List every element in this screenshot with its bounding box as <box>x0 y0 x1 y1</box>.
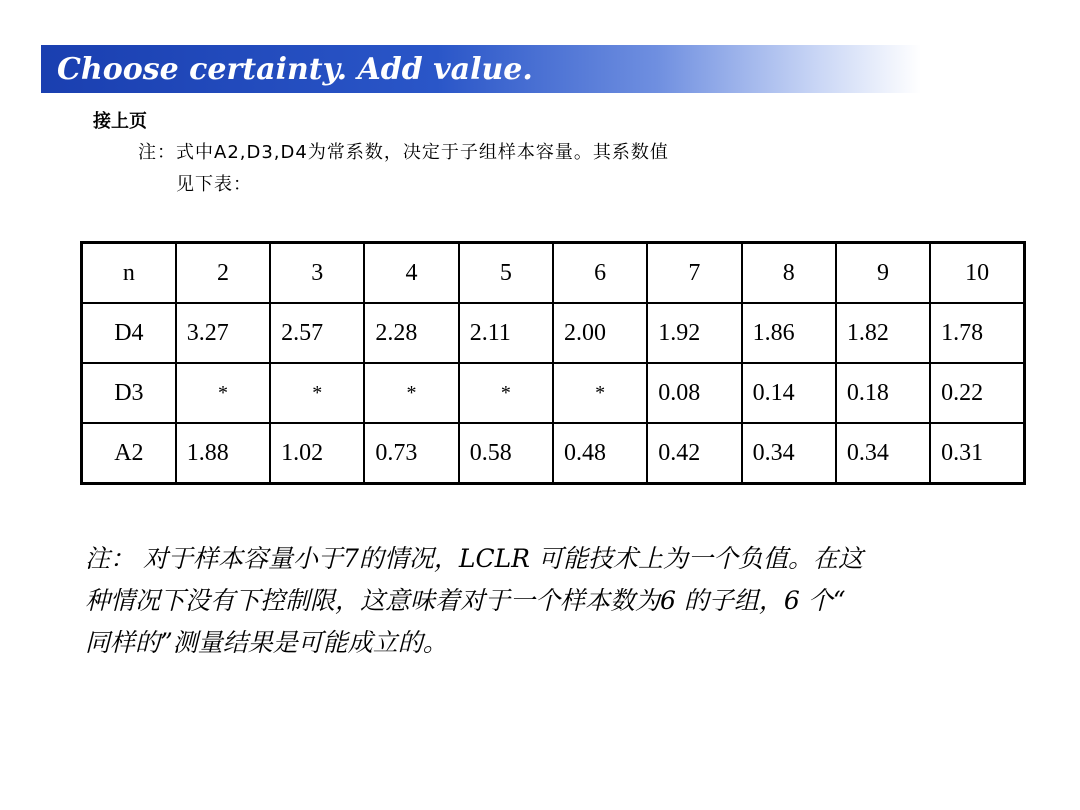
header-cell: 8 <box>742 243 836 304</box>
header-cell: 10 <box>930 243 1024 304</box>
table-cell: 2.28 <box>364 303 458 363</box>
table-cell: 0.08 <box>647 363 741 423</box>
table-cell: 1.82 <box>836 303 930 363</box>
table-cell: 1.78 <box>930 303 1024 363</box>
table-cell: * <box>270 363 364 423</box>
note-top-line2: 见下表： <box>176 174 252 195</box>
slide-title: Choose certainty. Add value. <box>57 52 533 87</box>
table-cell: 0.73 <box>364 423 458 484</box>
note-top <box>138 137 818 201</box>
header-cell: 4 <box>364 243 458 304</box>
table-cell: 1.92 <box>647 303 741 363</box>
row-label: A2 <box>82 423 176 484</box>
table-cell: * <box>459 363 553 423</box>
table-cell: 0.22 <box>930 363 1024 423</box>
table-cell: 0.14 <box>742 363 836 423</box>
table-cell: 2.11 <box>459 303 553 363</box>
table-cell: 3.27 <box>176 303 270 363</box>
header-cell: 7 <box>647 243 741 304</box>
table-row <box>82 363 1025 423</box>
table-cell: 0.58 <box>459 423 553 484</box>
table-row <box>82 303 1025 363</box>
table-cell: 1.86 <box>742 303 836 363</box>
table-cell: 2.57 <box>270 303 364 363</box>
table-header-row <box>82 243 1025 304</box>
header-cell: 5 <box>459 243 553 304</box>
row-label: D3 <box>82 363 176 423</box>
note-top-line1: 注：式中A2,D3,D4为常系数，决定于子组样本容量。其系数值 <box>138 142 669 163</box>
header-cell: 6 <box>553 243 647 304</box>
table-cell: 0.48 <box>553 423 647 484</box>
header-cell: 9 <box>836 243 930 304</box>
table-cell: 0.42 <box>647 423 741 484</box>
table-cell: 1.02 <box>270 423 364 484</box>
note-bottom <box>85 538 1015 664</box>
header-cell: 3 <box>270 243 364 304</box>
table-cell: * <box>553 363 647 423</box>
table-cell: 1.88 <box>176 423 270 484</box>
continuation-label: 接上页 <box>93 111 147 132</box>
note-bottom-line2: 种情况下没有下控制限，这意味着对于一个样本数为6 的子组，6 个“ <box>85 586 846 615</box>
table-row <box>82 423 1025 484</box>
header-cell: 2 <box>176 243 270 304</box>
note-bottom-line1: 注： 对于样本容量小于7的情况，LCLR 可能技术上为一个负值。在这 <box>85 544 863 573</box>
table-cell: 0.34 <box>836 423 930 484</box>
header-cell: n <box>82 243 176 304</box>
row-label: D4 <box>82 303 176 363</box>
table-cell: 2.00 <box>553 303 647 363</box>
table-cell: * <box>364 363 458 423</box>
table-cell: 0.18 <box>836 363 930 423</box>
note-bottom-line3: 同样的”测量结果是可能成立的。 <box>85 628 448 657</box>
table-cell: 0.31 <box>930 423 1024 484</box>
table-cell: * <box>176 363 270 423</box>
coefficient-table <box>80 241 1026 485</box>
table-cell: 0.34 <box>742 423 836 484</box>
